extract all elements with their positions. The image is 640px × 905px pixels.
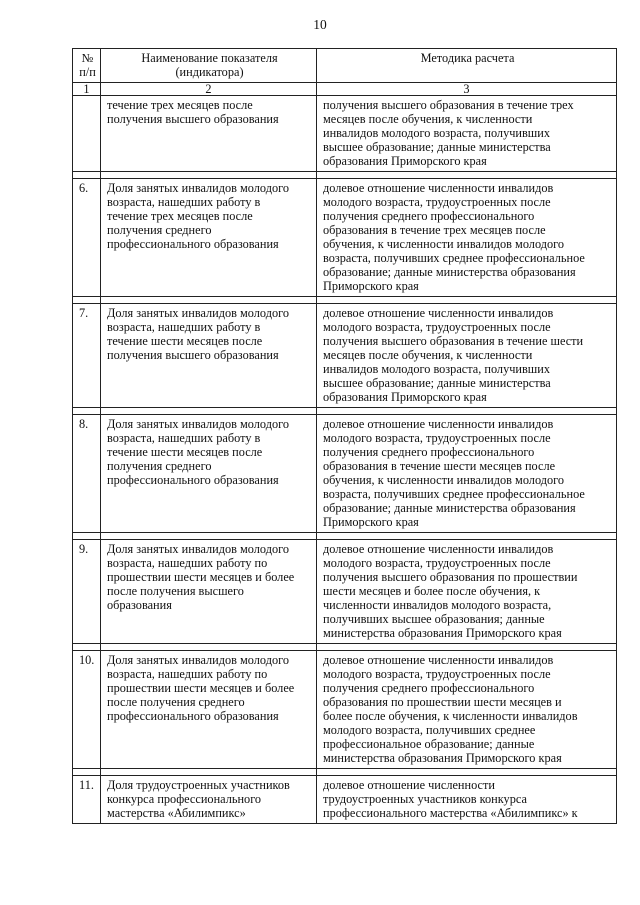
spacer-cell: [317, 297, 617, 304]
indicator-name: [101, 96, 317, 172]
header-indicator-name: Наименование показателя (индикатора): [101, 49, 317, 83]
indicator-name-line: Доля занятых инвалидов молодого: [107, 542, 290, 556]
indicator-name: [101, 776, 317, 824]
indicator-name-line: течение трех месяцев после: [107, 209, 253, 223]
indicator-name-line: получения среднего: [107, 223, 212, 237]
calculation-method-line: получения высшего образования в течение трех: [323, 98, 574, 112]
calculation-method-line: молодого возраста, трудоустроенных после: [323, 556, 551, 570]
column-number: 1: [73, 83, 101, 96]
calculation-method-line: высшее образование; данные министерства: [323, 140, 551, 154]
spacer-cell: [101, 408, 317, 415]
spacer-cell: [73, 297, 101, 304]
calculation-method-line: молодого возраста, трудоустроенных после: [323, 195, 551, 209]
calculation-method-line: долевое отношение численности инвалидов: [323, 542, 554, 556]
calculation-method-line: получения высшего образования в течение шести: [323, 334, 584, 348]
indicator-name-line: Доля занятых инвалидов молодого: [107, 417, 290, 431]
calculation-method-line: долевое отношение численности инвалидов: [323, 306, 554, 320]
row-spacer: [73, 408, 617, 415]
row-number: 11.: [73, 776, 101, 824]
calculation-method-line: долевое отношение численности инвалидов: [323, 653, 554, 667]
spacer-cell: [73, 769, 101, 776]
calculation-method-line: профессиональное образование; данные: [323, 737, 535, 751]
calculation-method: [317, 304, 617, 408]
calculation-method-line: месяцев после обучения, к численности: [323, 348, 533, 362]
calculation-method-line: Приморского края: [323, 279, 419, 293]
indicator-name-line: профессионального образования: [107, 237, 279, 251]
indicator-name-line: мастерства «Абилимпикс»: [107, 806, 246, 820]
calculation-method-line: министерства образования Приморского края: [323, 751, 562, 765]
spacer-cell: [101, 769, 317, 776]
column-numbers-row: [73, 83, 617, 96]
table-row: [73, 304, 617, 408]
indicator-name-line: возраста, нашедших работу по: [107, 667, 268, 681]
table-row: [73, 776, 617, 824]
indicator-name-line: течение шести месяцев после: [107, 334, 263, 348]
calculation-method-line: образование; данные министерства образования: [323, 265, 576, 279]
calculation-method-line: получения среднего профессионального: [323, 681, 535, 695]
indicator-name-line: после получения среднего: [107, 695, 245, 709]
indicator-name-line: профессионального образования: [107, 473, 279, 487]
calculation-method: [317, 179, 617, 297]
calculation-method-line: трудоустроенных участников конкурса: [323, 792, 527, 806]
calculation-method-line: образование; данные министерства образования: [323, 501, 576, 515]
spacer-cell: [73, 408, 101, 415]
row-spacer: [73, 644, 617, 651]
table-row: [73, 651, 617, 769]
calculation-method-line: долевое отношение численности: [323, 778, 495, 792]
calculation-method-line: шести месяцев и более после обучения, к: [323, 584, 541, 598]
calculation-method-line: получения среднего профессионального: [323, 445, 535, 459]
calculation-method-line: получивших высшее образования; данные: [323, 612, 545, 626]
table-row: [73, 179, 617, 297]
calculation-method: [317, 96, 617, 172]
indicator-name-line: Доля занятых инвалидов молодого: [107, 653, 290, 667]
header-number: № п/п: [73, 49, 101, 83]
row-number: 8.: [73, 415, 101, 533]
calculation-method: [317, 540, 617, 644]
column-number: 2: [101, 83, 317, 96]
indicators-table: [72, 48, 617, 824]
indicator-name-line: получения высшего образования: [107, 348, 279, 362]
spacer-cell: [317, 408, 617, 415]
table-body: [73, 96, 617, 824]
table-header-row: [73, 49, 617, 83]
table-row: [73, 415, 617, 533]
calculation-method-line: Приморского края: [323, 515, 419, 529]
indicator-name-line: течение шести месяцев после: [107, 445, 263, 459]
spacer-cell: [317, 769, 617, 776]
indicator-name-line: возраста, нашедших работу в: [107, 195, 261, 209]
calculation-method-line: более после обучения, к численности инвалидов: [323, 709, 578, 723]
calculation-method-line: образования Приморского края: [323, 154, 487, 168]
spacer-cell: [101, 297, 317, 304]
indicator-name-line: возраста, нашедших работу в: [107, 320, 261, 334]
row-number: 10.: [73, 651, 101, 769]
calculation-method-line: обучения, к численности инвалидов молодого: [323, 473, 565, 487]
calculation-method-line: высшее образование; данные министерства: [323, 376, 551, 390]
indicator-name-line: прошествии шести месяцев и более: [107, 681, 295, 695]
calculation-method-line: возраста, получивших среднее профессиональное: [323, 251, 585, 265]
calculation-method: [317, 415, 617, 533]
calculation-method-line: обучения, к численности инвалидов молодого: [323, 237, 565, 251]
row-number: 6.: [73, 179, 101, 297]
indicator-name: [101, 304, 317, 408]
spacer-cell: [101, 533, 317, 540]
calculation-method-line: молодого возраста, получивших среднее: [323, 723, 536, 737]
row-spacer: [73, 769, 617, 776]
calculation-method-line: молодого возраста, трудоустроенных после: [323, 667, 551, 681]
calculation-method: [317, 776, 617, 824]
row-number: 9.: [73, 540, 101, 644]
spacer-cell: [317, 644, 617, 651]
indicator-name: [101, 651, 317, 769]
calculation-method-line: возраста, получивших среднее профессиональное: [323, 487, 585, 501]
indicator-name: [101, 415, 317, 533]
page-number: 10: [313, 17, 327, 32]
spacer-cell: [73, 644, 101, 651]
row-spacer: [73, 533, 617, 540]
spacer-cell: [101, 172, 317, 179]
calculation-method-line: месяцев после обучения, к численности: [323, 112, 533, 126]
indicator-name-line: прошествии шести месяцев и более: [107, 570, 295, 584]
indicator-name-line: Доля занятых инвалидов молодого: [107, 181, 290, 195]
indicator-name-line: Доля занятых инвалидов молодого: [107, 306, 290, 320]
column-number: 3: [317, 83, 617, 96]
indicator-name-line: течение трех месяцев после: [107, 98, 253, 112]
indicator-name-line: возраста, нашедших работу в: [107, 431, 261, 445]
spacer-cell: [317, 533, 617, 540]
indicator-name-line: получения высшего образования: [107, 112, 279, 126]
spacer-cell: [101, 644, 317, 651]
calculation-method-line: образования по прошествии шести месяцев и: [323, 695, 562, 709]
calculation-method-line: образования Приморского края: [323, 390, 487, 404]
row-spacer: [73, 172, 617, 179]
calculation-method-line: долевое отношение численности инвалидов: [323, 417, 554, 431]
calculation-method-line: получения среднего профессионального: [323, 209, 535, 223]
indicator-name-line: Доля трудоустроенных участников: [107, 778, 290, 792]
calculation-method-line: инвалидов молодого возраста, получивших: [323, 126, 550, 140]
row-number: 7.: [73, 304, 101, 408]
calculation-method-line: образования в течение шести месяцев после: [323, 459, 556, 473]
spacer-cell: [317, 172, 617, 179]
spacer-cell: [73, 533, 101, 540]
calculation-method-line: профессионального мастерства «Абилимпикс» к: [323, 806, 578, 820]
calculation-method-line: министерства образования Приморского края: [323, 626, 562, 640]
row-number: [73, 96, 101, 172]
indicator-name-line: профессионального образования: [107, 709, 279, 723]
calculation-method: [317, 651, 617, 769]
calculation-method-line: молодого возраста, трудоустроенных после: [323, 431, 551, 445]
calculation-method-line: долевое отношение численности инвалидов: [323, 181, 554, 195]
header-calculation-method: Методика расчета: [317, 49, 617, 83]
indicator-name-line: образования: [107, 598, 172, 612]
indicator-name-line: получения среднего: [107, 459, 212, 473]
calculation-method-line: инвалидов молодого возраста, получивших: [323, 362, 550, 376]
calculation-method-line: молодого возраста, трудоустроенных после: [323, 320, 551, 334]
indicator-name: [101, 179, 317, 297]
indicator-name-line: конкурса профессионального: [107, 792, 262, 806]
indicator-name-line: возраста, нашедших работу по: [107, 556, 268, 570]
calculation-method-line: получения высшего образования по прошествии: [323, 570, 578, 584]
calculation-method-line: образования в течение трех месяцев после: [323, 223, 546, 237]
calculation-method-line: численности инвалидов молодого возраста,: [323, 598, 552, 612]
row-spacer: [73, 297, 617, 304]
spacer-cell: [73, 172, 101, 179]
table-row: [73, 540, 617, 644]
indicator-name-line: после получения высшего: [107, 584, 244, 598]
table-row: [73, 96, 617, 172]
indicator-name: [101, 540, 317, 644]
